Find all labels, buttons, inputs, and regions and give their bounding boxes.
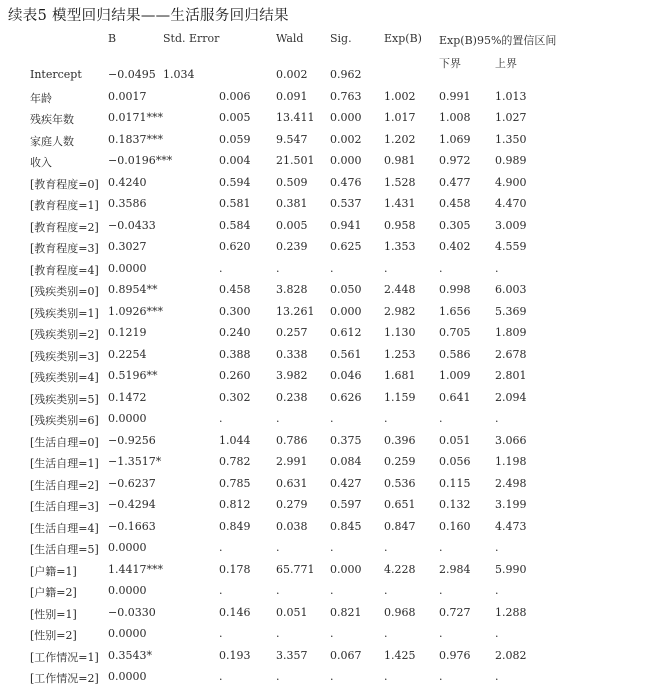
- exp-b: .: [384, 627, 388, 640]
- table-row: [0, 262, 650, 283]
- ci-lower: .: [439, 261, 443, 275]
- std-error: 0.004: [219, 154, 251, 167]
- coefficient-b: −0.0433: [108, 218, 156, 232]
- std-error: 0.849: [219, 519, 251, 533]
- coefficient-b: 0.8954**: [108, 283, 158, 296]
- sig: 0.626: [330, 390, 362, 404]
- wald: 0.509: [276, 175, 308, 189]
- wald: 13.261: [276, 304, 315, 318]
- wald: 21.501: [276, 154, 315, 167]
- col-header-sig: Sig.: [330, 32, 352, 45]
- coefficient-b: 0.4240: [108, 175, 147, 189]
- coefficient-b: −0.4294: [108, 498, 156, 511]
- ci-lower: .: [439, 541, 443, 554]
- exp-b: 2.448: [384, 283, 416, 296]
- coefficient-b: −1.3517*: [108, 455, 162, 468]
- coefficient-b: 1.4417***: [108, 562, 163, 576]
- col-header-std-error: Std. Error: [163, 32, 220, 45]
- std-error: 0.812: [219, 498, 251, 511]
- wald: 0.091: [276, 89, 308, 103]
- ci-upper: 4.559: [495, 240, 527, 253]
- wald: 2.991: [276, 455, 308, 468]
- wald: 0.239: [276, 240, 308, 253]
- std-error: 0.300: [219, 304, 251, 318]
- table-row: [0, 477, 650, 498]
- coefficient-b: −0.0330: [108, 605, 156, 619]
- col-header-upper-bound: 上界: [495, 57, 517, 70]
- sig: 0.612: [330, 326, 362, 339]
- ci-lower: 0.972: [439, 154, 471, 167]
- exp-b: 1.425: [384, 648, 416, 662]
- coefficient-b: 0.3586: [108, 197, 147, 210]
- table-row: [0, 68, 650, 89]
- wald: 3.357: [276, 648, 308, 662]
- wald: 13.411: [276, 111, 315, 124]
- exp-b: 1.130: [384, 326, 416, 339]
- row-label: 收入: [30, 156, 52, 169]
- table-row: [0, 584, 650, 605]
- row-label: [教育程度=1]: [30, 199, 99, 212]
- ci-lower: 0.477: [439, 175, 471, 189]
- exp-b: 0.396: [384, 433, 416, 447]
- row-label: [教育程度=2]: [30, 220, 99, 234]
- coefficient-b: 0.1472: [108, 390, 147, 404]
- wald: 65.771: [276, 562, 315, 576]
- sig: 0.002: [330, 132, 362, 146]
- row-label: [生活自理=5]: [30, 543, 99, 556]
- ci-lower: 0.132: [439, 498, 471, 511]
- wald: 0.238: [276, 390, 308, 404]
- ci-upper: .: [495, 412, 499, 425]
- wald: 0.005: [276, 218, 308, 232]
- table-row: [0, 391, 650, 412]
- sig: 0.597: [330, 498, 362, 511]
- wald: 0.279: [276, 498, 308, 511]
- row-label: [残疾类别=1]: [30, 306, 99, 320]
- ci-upper: 5.990: [495, 562, 527, 576]
- col-header-wald: Wald: [276, 32, 304, 45]
- exp-b: 0.968: [384, 605, 416, 619]
- exp-b: 0.847: [384, 519, 416, 533]
- table-row: [0, 133, 650, 154]
- exp-b: 1.017: [384, 111, 416, 124]
- std-error: .: [219, 584, 223, 597]
- row-label: Intercept: [30, 68, 82, 81]
- coefficient-b: 0.3027: [108, 240, 147, 253]
- coefficient-b: −0.1663: [108, 519, 156, 533]
- wald: .: [276, 541, 280, 554]
- table-row: [0, 606, 650, 627]
- std-error: 0.006: [219, 89, 251, 103]
- sig: .: [330, 412, 334, 425]
- coefficient-b: 0.1219: [108, 326, 147, 339]
- table-row: [0, 197, 650, 218]
- exp-b: 4.228: [384, 562, 416, 576]
- wald: 3.982: [276, 369, 308, 382]
- table-row: [0, 326, 650, 347]
- table-row: [0, 348, 650, 369]
- col-header-lower-bound: 下界: [439, 57, 461, 70]
- coefficient-b: 0.1837***: [108, 132, 163, 146]
- table-row: [0, 412, 650, 433]
- exp-b: 1.253: [384, 347, 416, 361]
- ci-lower: 1.009: [439, 369, 471, 382]
- std-error: .: [219, 261, 223, 275]
- ci-upper: 0.989: [495, 154, 527, 167]
- wald: 0.051: [276, 605, 308, 619]
- std-error: 0.388: [219, 347, 251, 361]
- row-label: [生活自理=3]: [30, 500, 99, 513]
- coefficient-b: 0.0000: [108, 412, 147, 425]
- sig: 0.537: [330, 197, 362, 210]
- wald: .: [276, 627, 280, 640]
- sig: 0.000: [330, 154, 362, 167]
- ci-upper: 3.009: [495, 218, 527, 232]
- coefficient-b: 0.0000: [108, 584, 147, 597]
- std-error: .: [219, 627, 223, 640]
- std-error: 0.785: [219, 476, 251, 490]
- sig: 0.476: [330, 175, 362, 189]
- row-label: 残疾年数: [30, 113, 74, 126]
- row-label: [残疾类别=2]: [30, 328, 99, 341]
- table-row: [0, 90, 650, 111]
- wald: .: [276, 584, 280, 597]
- exp-b: 1.431: [384, 197, 416, 210]
- ci-upper: 1.013: [495, 89, 527, 103]
- exp-b: 1.159: [384, 390, 416, 404]
- wald: 0.338: [276, 347, 308, 361]
- row-label: [残疾类别=0]: [30, 285, 99, 298]
- coefficient-b: 0.3543*: [108, 648, 152, 662]
- ci-upper: .: [495, 670, 499, 683]
- ci-lower: 0.991: [439, 89, 471, 103]
- coefficient-b: 0.2254: [108, 347, 147, 361]
- ci-upper: 4.470: [495, 197, 527, 210]
- table-row: [0, 219, 650, 240]
- wald: 0.038: [276, 519, 308, 533]
- exp-b: .: [384, 412, 388, 425]
- wald: 0.257: [276, 326, 308, 339]
- coefficient-b: −0.6237: [108, 476, 156, 490]
- std-error: 1.034: [163, 68, 195, 81]
- exp-b: .: [384, 584, 388, 597]
- std-error: .: [219, 541, 223, 554]
- sig: .: [330, 670, 334, 683]
- sig: 0.000: [330, 111, 362, 124]
- ci-lower: .: [439, 670, 443, 683]
- exp-b: 1.353: [384, 240, 416, 253]
- ci-upper: 1.288: [495, 605, 527, 619]
- std-error: 0.458: [219, 283, 251, 296]
- coefficient-b: −0.0495: [108, 68, 156, 81]
- coefficient-b: 0.0000: [108, 670, 147, 683]
- exp-b: .: [384, 261, 388, 275]
- sig: .: [330, 584, 334, 597]
- std-error: 0.302: [219, 390, 251, 404]
- ci-upper: .: [495, 627, 499, 640]
- exp-b: 1.681: [384, 369, 416, 382]
- std-error: 0.782: [219, 455, 251, 468]
- row-label: [工作情况=1]: [30, 650, 99, 664]
- wald: 0.002: [276, 68, 308, 81]
- ci-lower: 0.641: [439, 390, 471, 404]
- table-row: [0, 649, 650, 670]
- ci-upper: .: [495, 261, 499, 275]
- sig: 0.050: [330, 283, 362, 296]
- sig: 0.763: [330, 89, 362, 103]
- row-label: [生活自理=0]: [30, 435, 99, 449]
- exp-b: .: [384, 541, 388, 554]
- ci-upper: 2.094: [495, 390, 527, 404]
- sig: 0.561: [330, 347, 362, 361]
- ci-upper: 1.027: [495, 111, 527, 124]
- table-row: [0, 498, 650, 519]
- sig: 0.821: [330, 605, 362, 619]
- ci-lower: 0.998: [439, 283, 471, 296]
- ci-lower: 0.976: [439, 648, 471, 662]
- table-title: 续表5 模型回归结果——生活服务回归结果: [8, 8, 289, 24]
- ci-upper: 5.369: [495, 304, 527, 318]
- table-row: [0, 434, 650, 455]
- exp-b: 0.651: [384, 498, 416, 511]
- sig: .: [330, 541, 334, 554]
- ci-lower: 0.458: [439, 197, 471, 210]
- ci-upper: 6.003: [495, 283, 527, 296]
- table-row: [0, 305, 650, 326]
- sig: 0.000: [330, 304, 362, 318]
- coefficient-b: 0.0171***: [108, 111, 163, 124]
- ci-upper: 3.066: [495, 433, 527, 447]
- std-error: .: [219, 412, 223, 425]
- table-row: [0, 369, 650, 390]
- ci-lower: 0.051: [439, 433, 471, 447]
- row-label: [生活自理=1]: [30, 457, 99, 470]
- coefficient-b: −0.9256: [108, 433, 156, 447]
- ci-lower: 1.069: [439, 132, 471, 146]
- wald: .: [276, 412, 280, 425]
- exp-b: 0.259: [384, 455, 416, 468]
- exp-b: 0.536: [384, 476, 416, 490]
- ci-upper: 1.350: [495, 132, 527, 146]
- std-error: 0.005: [219, 111, 251, 124]
- col-header-exp-b: Exp(B): [384, 32, 422, 45]
- coefficient-b: −0.0196***: [108, 154, 173, 167]
- sig: .: [330, 261, 334, 275]
- row-label: [教育程度=0]: [30, 177, 99, 191]
- ci-lower: 0.727: [439, 605, 471, 619]
- sig: 0.962: [330, 68, 362, 81]
- sig: 0.084: [330, 455, 362, 468]
- coefficient-b: 1.0926***: [108, 304, 163, 318]
- table-row: [0, 111, 650, 132]
- std-error: 1.044: [219, 433, 251, 447]
- coefficient-b: 0.0000: [108, 627, 147, 640]
- std-error: 0.594: [219, 175, 251, 189]
- row-label: 家庭人数: [30, 134, 74, 148]
- std-error: 0.178: [219, 562, 251, 576]
- table-row: [0, 154, 650, 175]
- exp-b: 1.002: [384, 89, 416, 103]
- std-error: 0.240: [219, 326, 251, 339]
- wald: 0.381: [276, 197, 308, 210]
- table-row: [0, 520, 650, 541]
- std-error: 0.260: [219, 369, 251, 382]
- wald: 0.786: [276, 433, 308, 447]
- ci-upper: 4.900: [495, 175, 527, 189]
- ci-lower: 0.115: [439, 476, 471, 490]
- table-row: [0, 541, 650, 562]
- wald: 0.631: [276, 476, 308, 490]
- ci-lower: 0.705: [439, 326, 471, 339]
- ci-lower: .: [439, 627, 443, 640]
- row-label: [残疾类别=5]: [30, 392, 99, 406]
- row-label: [生活自理=2]: [30, 478, 99, 492]
- exp-b: 1.528: [384, 175, 416, 189]
- ci-upper: 4.473: [495, 519, 527, 533]
- ci-lower: 0.305: [439, 218, 471, 232]
- std-error: 0.620: [219, 240, 251, 253]
- table-row: [0, 176, 650, 197]
- exp-b: 0.958: [384, 218, 416, 232]
- sig: 0.067: [330, 648, 362, 662]
- row-label: [生活自理=4]: [30, 521, 99, 535]
- ci-lower: 1.008: [439, 111, 471, 124]
- row-label: [教育程度=3]: [30, 242, 99, 255]
- row-label: [户籍=2]: [30, 586, 77, 599]
- std-error: 0.193: [219, 648, 251, 662]
- row-label: [性别=1]: [30, 607, 77, 621]
- sig: 0.000: [330, 562, 362, 576]
- ci-upper: 2.498: [495, 476, 527, 490]
- row-label: 年龄: [30, 91, 52, 105]
- table-row: [0, 240, 650, 261]
- row-label: [残疾类别=6]: [30, 414, 99, 427]
- ci-lower: .: [439, 412, 443, 425]
- sig: 0.845: [330, 519, 362, 533]
- row-label: [残疾类别=4]: [30, 371, 99, 384]
- sig: 0.375: [330, 433, 362, 447]
- std-error: 0.146: [219, 605, 251, 619]
- sig: 0.427: [330, 476, 362, 490]
- ci-upper: 2.678: [495, 347, 527, 361]
- ci-upper: 1.198: [495, 455, 527, 468]
- ci-lower: 0.402: [439, 240, 471, 253]
- col-header-b: B: [108, 32, 117, 45]
- coefficient-b: 0.0000: [108, 261, 147, 275]
- table-row: [0, 627, 650, 648]
- row-label: [残疾类别=3]: [30, 349, 99, 363]
- table-row: [0, 670, 650, 691]
- coefficient-b: 0.0017: [108, 89, 147, 103]
- sig: .: [330, 627, 334, 640]
- exp-b: 1.202: [384, 132, 416, 146]
- exp-b: 2.982: [384, 304, 416, 318]
- coefficient-b: 0.0000: [108, 541, 147, 554]
- coefficient-b: 0.5196**: [108, 369, 158, 382]
- row-label: [工作情况=2]: [30, 672, 99, 685]
- table-row: [0, 283, 650, 304]
- exp-b: .: [384, 670, 388, 683]
- ci-upper: 3.199: [495, 498, 527, 511]
- exp-b: 0.981: [384, 154, 416, 167]
- std-error: 0.059: [219, 132, 251, 146]
- ci-lower: .: [439, 584, 443, 597]
- wald: 3.828: [276, 283, 308, 296]
- table-row: [0, 563, 650, 584]
- wald: .: [276, 261, 280, 275]
- ci-lower: 0.160: [439, 519, 471, 533]
- ci-upper: 2.082: [495, 648, 527, 662]
- row-label: [性别=2]: [30, 629, 77, 642]
- std-error: 0.584: [219, 218, 251, 232]
- ci-upper: .: [495, 584, 499, 597]
- sig: 0.941: [330, 218, 362, 232]
- ci-upper: 1.809: [495, 326, 527, 339]
- ci-upper: .: [495, 541, 499, 554]
- table-row: [0, 455, 650, 476]
- ci-lower: 0.056: [439, 455, 471, 468]
- row-label: [户籍=1]: [30, 564, 77, 578]
- row-label: [教育程度=4]: [30, 263, 99, 277]
- wald: .: [276, 670, 280, 683]
- sig: 0.625: [330, 240, 362, 253]
- ci-upper: 2.801: [495, 369, 527, 382]
- ci-lower: 1.656: [439, 304, 471, 318]
- ci-lower: 2.984: [439, 562, 471, 576]
- std-error: .: [219, 670, 223, 683]
- wald: 9.547: [276, 132, 308, 146]
- std-error: 0.581: [219, 197, 251, 210]
- ci-lower: 0.586: [439, 347, 471, 361]
- col-header-confidence-interval: Exp(B)95%的置信区间: [439, 34, 557, 47]
- sig: 0.046: [330, 369, 362, 382]
